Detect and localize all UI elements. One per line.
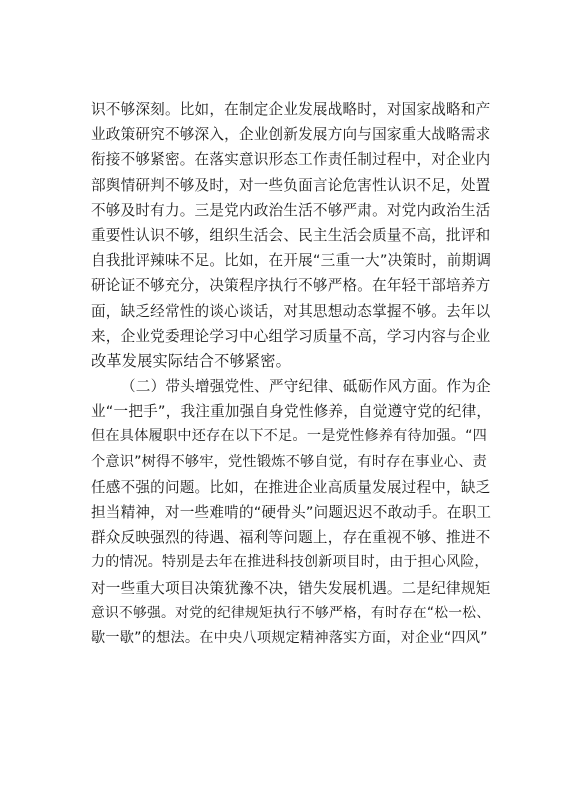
text-line: 研论证不够充分，决策程序执行不够严格。在年轻干部培养方 xyxy=(91,277,491,295)
text-line: 力的情况。特别是去年在推进科技创新项目时，由于担心风险， xyxy=(91,554,489,571)
document-body xyxy=(91,97,491,651)
text-line: 个意识”树得不够牢，党性锻炼不够自觉，有时存在事业心、责 xyxy=(91,453,488,470)
text-line: 歇一歇”的想法。在中央八项规定精神落实方面，对企业“四风” xyxy=(91,629,488,646)
paragraph-2 xyxy=(91,374,491,651)
text-line: 不够及时有力。三是党内政治生活不够严肃。对党内政治生活 xyxy=(91,201,491,219)
text-line: 任感不强的问题。比如，在推进企业高质量发展过程中，缺乏 xyxy=(91,478,491,496)
text-line: 面，缺乏经常性的谈心谈话，对其思想动态掌握不够。去年以 xyxy=(91,302,491,320)
text-line: 对一些重大项目决策犹豫不决，错失发展机遇。二是纪律规矩 xyxy=(91,579,491,597)
text-line: 识不够深刻。比如，在制定企业发展战略时，对国家战略和产 xyxy=(91,101,491,118)
text-line: 但在具体履职中还存在以下不足。一是党性修养有待加强。“四 xyxy=(91,428,488,445)
text-line: 群众反映强烈的待遇、福利等问题上，存在重视不够、推进不 xyxy=(91,529,491,547)
text-line: 自我批评辣味不足。比如，在开展“三重一大”决策时，前期调 xyxy=(91,252,492,270)
text-line: 意识不够强。对党的纪律规矩执行不够严格，有时存在“松一松、 xyxy=(91,604,491,621)
text-line: 担当精神，对一些难啃的“硬骨头”问题迟迟不敢动手。在职工 xyxy=(91,504,492,521)
paragraph-1 xyxy=(91,97,491,374)
text-line: 部舆情研判不够及时，对一些负面言论危害性认识不足，处置 xyxy=(91,176,491,194)
text-line: （二）带头增强党性、严守纪律、砥砺作风方面。作为企 xyxy=(121,378,491,396)
text-line: 业“一把手”，我注重加强自身党性修养，自觉遵守党的纪律， xyxy=(91,403,492,421)
text-line: 业政策研究不够深入，企业创新发展方向与国家重大战略需求 xyxy=(91,126,491,144)
text-line: 来，企业党委理论学习中心组学习质量不高，学习内容与企业 xyxy=(91,327,491,345)
text-line: 改革发展实际结合不够紧密。 xyxy=(91,351,292,370)
text-line: 衔接不够紧密。在落实意识形态工作责任制过程中，对企业内 xyxy=(91,151,491,169)
text-line: 重要性认识不够，组织生活会、民主生活会质量不高，批评和 xyxy=(91,226,491,244)
